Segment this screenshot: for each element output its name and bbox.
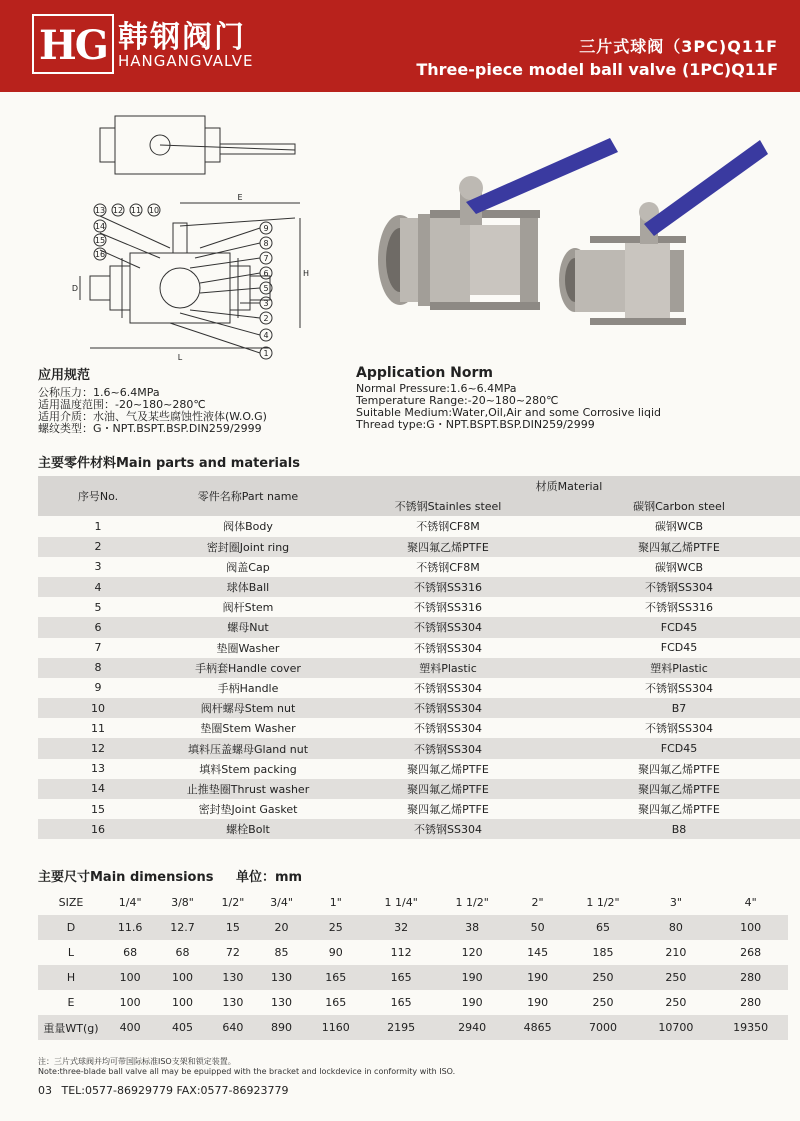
row-label: SIZE	[38, 890, 104, 915]
cell-value: 120	[437, 940, 508, 965]
brand-name-cn: 韩钢阀门	[118, 20, 246, 55]
part-callout: 6	[263, 269, 269, 278]
brand-name-en: HANGANGVALVE	[118, 52, 254, 70]
cell-value: 145	[508, 940, 568, 965]
cell-cs: B8	[558, 819, 800, 839]
cell-no: 1	[38, 516, 158, 536]
cell-ss: 聚四氟乙烯PTFE	[338, 759, 558, 779]
cell-value: 130	[209, 990, 258, 1015]
cell-value: 250	[567, 990, 638, 1015]
norm-cn-heading: 应用规范	[38, 368, 91, 383]
cell-value: 68	[156, 940, 208, 965]
table-row	[38, 678, 800, 698]
cell-ss: 不锈钢CF8M	[338, 557, 558, 577]
cell-ss: 不锈钢CF8M	[338, 516, 558, 536]
cell-value: 3/4"	[257, 890, 306, 915]
cell-value: 3/8"	[156, 890, 208, 915]
cell-cs: B7	[558, 698, 800, 718]
cell-value: 100	[104, 965, 156, 990]
logo-text: HG	[39, 22, 107, 69]
cell-ss: 不锈钢SS316	[338, 597, 558, 617]
table-row	[38, 516, 800, 536]
cell-value: 50	[508, 915, 568, 940]
cell-value: 65	[567, 915, 638, 940]
norm-cn-line: 螺纹类型：G・NPT.BSPT.BSP.DIN259/2999	[38, 422, 262, 435]
norm-en-line: Normal Pressure:1.6~6.4MPa	[356, 382, 517, 395]
table-row	[38, 890, 788, 915]
cell-value: 4"	[713, 890, 788, 915]
cell-ss: 聚四氟乙烯PTFE	[338, 537, 558, 557]
cell-value: 2940	[437, 1015, 508, 1040]
table-row	[38, 819, 800, 839]
cell-cs: 聚四氟乙烯PTFE	[558, 759, 800, 779]
cell-ss: 聚四氟乙烯PTFE	[338, 779, 558, 799]
table-row	[38, 537, 800, 557]
table-row	[38, 638, 800, 658]
part-callout: 4	[263, 331, 269, 340]
cell-value: 15	[209, 915, 258, 940]
cell-no: 2	[38, 537, 158, 557]
cell-value: 165	[366, 990, 437, 1015]
application-norm-en	[356, 367, 661, 431]
cell-no: 5	[38, 597, 158, 617]
cell-value: 1 1/2"	[567, 890, 638, 915]
cell-name: 垫圈Washer	[158, 638, 338, 658]
cell-ss: 不锈钢SS304	[338, 718, 558, 738]
cell-name: 垫圈Stem Washer	[158, 718, 338, 738]
cell-value: 130	[257, 965, 306, 990]
dim-label-d: D	[71, 284, 79, 293]
part-callout: 8	[263, 239, 269, 248]
note-en: Note:three-blade ball valve all may be epuipped with the bracket and lockdevice in conformity with ISO.	[38, 1067, 456, 1076]
table-row	[38, 1015, 788, 1040]
cell-cs: 聚四氟乙烯PTFE	[558, 537, 800, 557]
part-callout: 7	[263, 254, 269, 263]
cell-no: 8	[38, 658, 158, 678]
cell-no: 15	[38, 799, 158, 819]
dim-label-e: E	[237, 193, 243, 202]
cell-ss: 不锈钢SS304	[338, 678, 558, 698]
dim-label-h: H	[302, 269, 310, 278]
section-ball	[160, 268, 200, 308]
cell-name: 填料压盖螺母Gland nut	[158, 738, 338, 758]
dimensions-table	[38, 890, 788, 1040]
cell-value: 100	[156, 990, 208, 1015]
row-label: E	[38, 990, 104, 1015]
cell-name: 球体Ball	[158, 577, 338, 597]
cell-ss: 不锈钢SS304	[338, 698, 558, 718]
cell-no: 4	[38, 577, 158, 597]
parts-table-body	[38, 516, 800, 839]
header-banner	[0, 0, 800, 92]
cell-no: 7	[38, 638, 158, 658]
valve-right	[559, 140, 768, 325]
cell-cs: 碳钢WCB	[558, 557, 800, 577]
cell-no: 16	[38, 819, 158, 839]
cell-value: 250	[639, 965, 714, 990]
cell-value: 20	[257, 915, 306, 940]
cell-ss: 塑料Plastic	[338, 658, 558, 678]
part-callout: 10	[148, 206, 160, 215]
cell-value: 185	[567, 940, 638, 965]
dims-unit: 单位：mm	[235, 870, 303, 885]
table-row	[38, 990, 788, 1015]
cell-no: 9	[38, 678, 158, 698]
cell-value: 12.7	[156, 915, 208, 940]
table-row	[38, 658, 800, 678]
product-photo	[360, 130, 780, 350]
cell-value: 72	[209, 940, 258, 965]
col-header-part-name: 零件名称Part name	[158, 476, 338, 516]
product-title-cn: 三片式球阀（3PC)Q11F	[579, 37, 778, 56]
cell-ss: 不锈钢SS304	[338, 617, 558, 637]
cell-value: 100	[156, 965, 208, 990]
cell-value: 112	[366, 940, 437, 965]
cell-value: 90	[306, 940, 366, 965]
cell-value: 280	[713, 990, 788, 1015]
row-label: D	[38, 915, 104, 940]
cell-value: 210	[639, 940, 714, 965]
note	[38, 1057, 455, 1077]
cell-cs: FCD45	[558, 617, 800, 637]
footer	[38, 1084, 289, 1097]
contact-info: TEL:0577-86929779 FAX:0577-86923779	[61, 1084, 289, 1097]
dimensions-table-body	[38, 890, 788, 1040]
table-row	[38, 738, 800, 758]
parts-table	[38, 476, 800, 839]
row-label: L	[38, 940, 104, 965]
norm-cn-line: 适用介质：水油、气及某些腐蚀性液体(W.O.G)	[38, 410, 267, 423]
table-row	[38, 718, 800, 738]
table-row	[38, 779, 800, 799]
cell-cs: 不锈钢SS304	[558, 678, 800, 698]
cell-name: 阀杆Stem	[158, 597, 338, 617]
norm-cn-line: 公称压力：1.6~6.4MPa	[38, 386, 160, 399]
cell-ss: 不锈钢SS304	[338, 738, 558, 758]
cell-value: 268	[713, 940, 788, 965]
cell-name: 阀体Body	[158, 516, 338, 536]
cell-value: 10700	[639, 1015, 714, 1040]
cell-cs: 聚四氟乙烯PTFE	[558, 799, 800, 819]
cell-ss: 不锈钢SS304	[338, 638, 558, 658]
cell-value: 85	[257, 940, 306, 965]
part-callout: 15	[94, 236, 106, 245]
cell-value: 38	[437, 915, 508, 940]
cell-value: 3"	[639, 890, 714, 915]
note-cn: 注：三片式球阀并均可带国际标准ISO支架和锁定装置。	[38, 1057, 236, 1066]
cell-cs: 碳钢WCB	[558, 516, 800, 536]
dims-title: 主要尺寸Main dimensions	[38, 870, 214, 885]
table-row	[38, 617, 800, 637]
cell-no: 3	[38, 557, 158, 577]
table-row	[38, 799, 800, 819]
cell-value: 250	[567, 965, 638, 990]
col-header-material: 材质Material	[338, 476, 800, 496]
table-row	[38, 915, 788, 940]
cell-ss: 不锈钢SS304	[338, 819, 558, 839]
cell-value: 1/4"	[104, 890, 156, 915]
cell-no: 10	[38, 698, 158, 718]
logo	[32, 14, 114, 74]
cell-value: 405	[156, 1015, 208, 1040]
part-callout: 2	[263, 314, 269, 323]
dim-label-l: L	[177, 353, 183, 362]
part-callout: 1	[263, 349, 269, 358]
row-label: H	[38, 965, 104, 990]
cell-no: 11	[38, 718, 158, 738]
cell-name: 手柄套Handle cover	[158, 658, 338, 678]
cell-value: 890	[257, 1015, 306, 1040]
cell-value: 250	[639, 990, 714, 1015]
cell-value: 1 1/4"	[366, 890, 437, 915]
table-row	[38, 557, 800, 577]
table-row	[38, 698, 800, 718]
cell-value: 280	[713, 965, 788, 990]
cell-value: 32	[366, 915, 437, 940]
cell-value: 165	[306, 965, 366, 990]
cell-value: 2195	[366, 1015, 437, 1040]
cell-cs: 塑料Plastic	[558, 658, 800, 678]
cell-value: 100	[713, 915, 788, 940]
cell-value: 190	[437, 990, 508, 1015]
cell-value: 100	[104, 990, 156, 1015]
part-callout: 9	[263, 224, 269, 233]
cell-value: 25	[306, 915, 366, 940]
cell-name: 手柄Handle	[158, 678, 338, 698]
norm-en-line: Temperature Range:-20~180~280℃	[356, 394, 559, 407]
cell-value: 640	[209, 1015, 258, 1040]
cell-value: 1/2"	[209, 890, 258, 915]
part-callout: 16	[94, 250, 106, 259]
cell-cs: FCD45	[558, 738, 800, 758]
cell-no: 6	[38, 617, 158, 637]
part-callout: 13	[94, 206, 106, 215]
dims-section-title	[38, 866, 302, 885]
cell-no: 14	[38, 779, 158, 799]
technical-drawing	[70, 98, 310, 368]
norm-en-heading: Application Norm	[356, 365, 493, 381]
cell-name: 螺栓Bolt	[158, 819, 338, 839]
cell-name: 填料Stem packing	[158, 759, 338, 779]
norm-cn-line: 适用温度范围：-20~180~280℃	[38, 398, 206, 411]
col-header-stainless: 不锈钢Stainles steel	[338, 496, 558, 516]
parts-section-title: 主要零件材料Main parts and materials	[38, 456, 300, 471]
cell-value: 4865	[508, 1015, 568, 1040]
norm-en-line: Thread type:G・NPT.BSPT.BSP.DIN259/2999	[356, 418, 595, 431]
cell-name: 阀杆螺母Stem nut	[158, 698, 338, 718]
cell-value: 1 1/2"	[437, 890, 508, 915]
cell-no: 13	[38, 759, 158, 779]
table-row	[38, 940, 788, 965]
cell-value: 190	[508, 965, 568, 990]
row-label: 重量WT(g)	[38, 1015, 104, 1040]
cell-value: 130	[209, 965, 258, 990]
cell-value: 68	[104, 940, 156, 965]
cell-name: 密封圈Joint ring	[158, 537, 338, 557]
cell-value: 130	[257, 990, 306, 1015]
cell-name: 密封垫Joint Gasket	[158, 799, 338, 819]
cell-name: 螺母Nut	[158, 617, 338, 637]
part-callout: 14	[94, 222, 106, 231]
table-row	[38, 577, 800, 597]
table-row	[38, 597, 800, 617]
cell-cs: 不锈钢SS304	[558, 577, 800, 597]
cell-value: 7000	[567, 1015, 638, 1040]
cell-ss: 聚四氟乙烯PTFE	[338, 799, 558, 819]
cell-value: 80	[639, 915, 714, 940]
part-callout: 3	[263, 299, 269, 308]
cell-cs: 不锈钢SS316	[558, 597, 800, 617]
table-row	[38, 965, 788, 990]
cell-cs: 聚四氟乙烯PTFE	[558, 779, 800, 799]
part-callout: 11	[130, 206, 142, 215]
norm-en-line: Suitable Medium:Water,Oil,Air and some Corrosive liqid	[356, 406, 662, 419]
cell-no: 12	[38, 738, 158, 758]
cell-name: 止推垫圈Thrust washer	[158, 779, 338, 799]
cell-cs: FCD45	[558, 638, 800, 658]
cell-value: 165	[366, 965, 437, 990]
col-header-carbon: 碳钢Carbon steel	[558, 496, 800, 516]
cell-value: 2"	[508, 890, 568, 915]
cell-value: 190	[508, 990, 568, 1015]
table-row	[38, 759, 800, 779]
cell-value: 1160	[306, 1015, 366, 1040]
cell-value: 1"	[306, 890, 366, 915]
part-callout: 12	[112, 206, 124, 215]
cell-value: 19350	[713, 1015, 788, 1040]
cell-value: 11.6	[104, 915, 156, 940]
application-norm-cn	[38, 370, 267, 435]
part-callout: 5	[263, 284, 269, 293]
cell-value: 165	[306, 990, 366, 1015]
cell-value: 190	[437, 965, 508, 990]
cell-cs: 不锈钢SS304	[558, 718, 800, 738]
cell-value: 400	[104, 1015, 156, 1040]
page-number: 03	[38, 1084, 52, 1097]
col-header-no: 序号No.	[38, 476, 158, 516]
product-title-en: Three-piece model ball valve (1PC)Q11F	[416, 60, 778, 79]
cell-name: 阀盖Cap	[158, 557, 338, 577]
cell-ss: 不锈钢SS316	[338, 577, 558, 597]
